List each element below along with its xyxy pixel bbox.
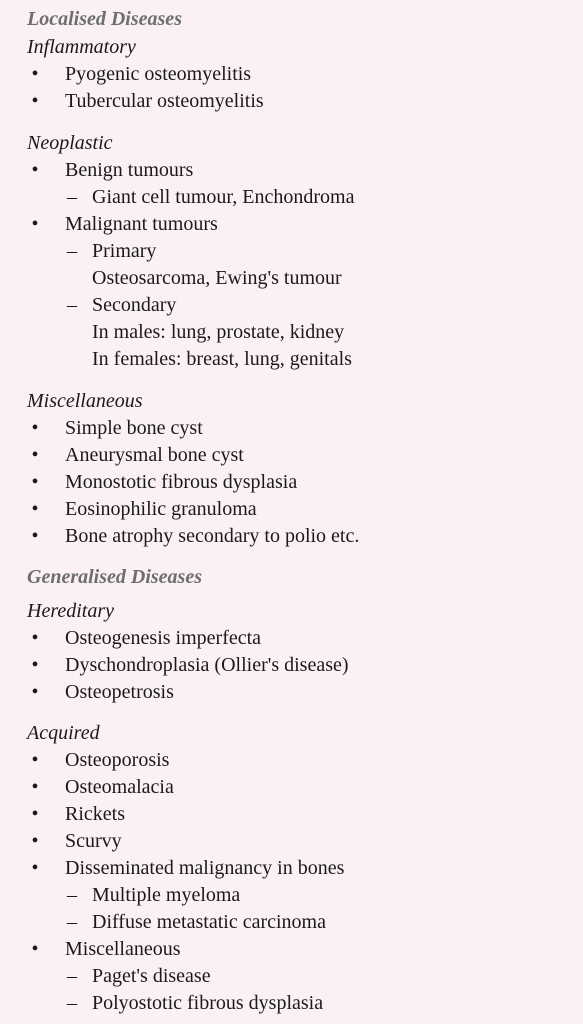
neoplastic-heading: Neoplastic [27,132,113,154]
localised-heading: Localised Diseases [27,8,182,30]
detail-text: In males: lung, prostate, kidney [92,321,345,343]
detail-text: In females: breast, lung, genitals [92,348,352,370]
hereditary-heading: Hereditary [27,600,115,622]
inflammatory-heading: Inflammatory [27,36,136,58]
detail-text: Osteosarcoma, Ewing's tumour [92,267,342,289]
generalised-heading: Generalised Diseases [27,566,202,588]
acquired-heading: Acquired [27,722,100,744]
classification-page: Localised Diseases Inflammatory • Pyogenic osteomyelitis • Tubercular osteomyelitis Neoplastic • Benign tumours – Giant cell tumour, Enchondroma • Malignant tumours – Primary Osteosarcoma, Ewing's tumour – Secondary In males: lung, prostate, kidney In females: breast, lung, genitals Miscellaneous • Simple bone cyst • Aneurysmal bone cyst • Monostotic fibrous dysplasia • Eosinophilic granuloma • Bone atrophy secondary to polio etc. Generalised Diseases Hereditary • Osteogenesis imperfecta • Dyschondroplasia (Ollier's disease) • Osteopetrosis Acquired • Osteoporosis • Osteomalacia • Rickets • Scurvy • Disseminated malignancy in bones – Multiple myeloma – Diffuse metastatic carcinoma • Miscellaneous – Paget's disease – Polyostotic fibrous dysplasia [27,8,360,1014]
miscellaneous-heading: Miscellaneous [27,390,143,412]
